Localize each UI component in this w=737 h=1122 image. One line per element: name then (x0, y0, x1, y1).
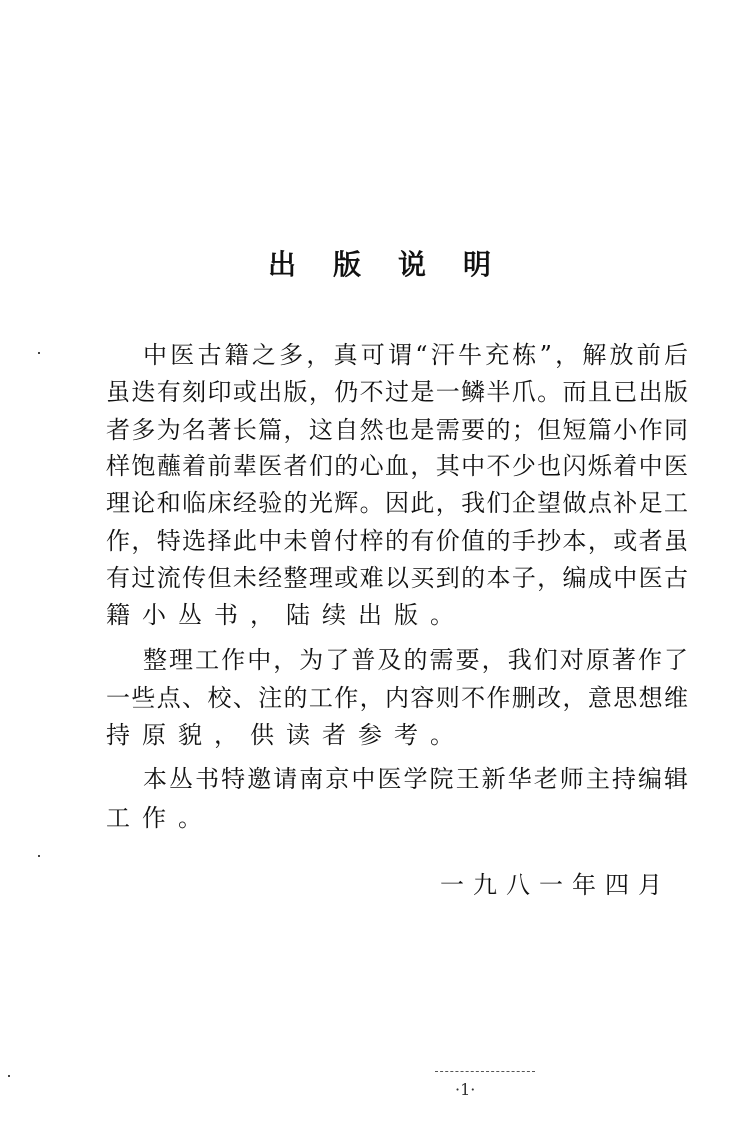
text-line: 中医古籍之多，真可谓“汗牛充栋”，解放前后 (143, 341, 688, 369)
page-title: 出版说明 (268, 248, 529, 281)
date: 一九八一年四月 (440, 871, 671, 899)
text-line: 一些点、校、注的工作，内容则不作删改，意思想维 (106, 684, 688, 712)
scan-speck (8, 1075, 10, 1077)
page-number: ·1· (455, 1080, 476, 1099)
text-line: 虽迭有刻印或出版，仍不过是一鳞半爪。而且已出版 (106, 378, 688, 406)
text-line: 持原貌，供读者参考。 (106, 721, 466, 749)
text-line: 有过流传但未经整理或难以买到的本子，编成中医古 (106, 564, 688, 592)
text-line: 理论和临床经验的光辉。因此，我们企望做点补足工 (106, 489, 688, 517)
text-line: 籍小丛书，陆续出版。 (106, 601, 466, 629)
text-line: 者多为名著长篇，这自然也是需要的；但短篇小作同 (106, 416, 688, 444)
text-line: 整理工作中，为了普及的需要，我们对原著作了 (143, 646, 688, 674)
text-line: 样饱蘸着前辈医者们的心血，其中不少也闪烁着中医 (106, 452, 688, 480)
text-line: 工作。 (106, 804, 214, 832)
text-line: 本丛书特邀请南京中医学院王新华老师主持编辑 (143, 765, 688, 793)
footer-rule (435, 1071, 535, 1072)
text-line: 作，特选择此中未曾付梓的有价值的手抄本，或者虽 (106, 527, 688, 555)
scan-speck (38, 352, 40, 354)
scan-speck (38, 855, 40, 857)
